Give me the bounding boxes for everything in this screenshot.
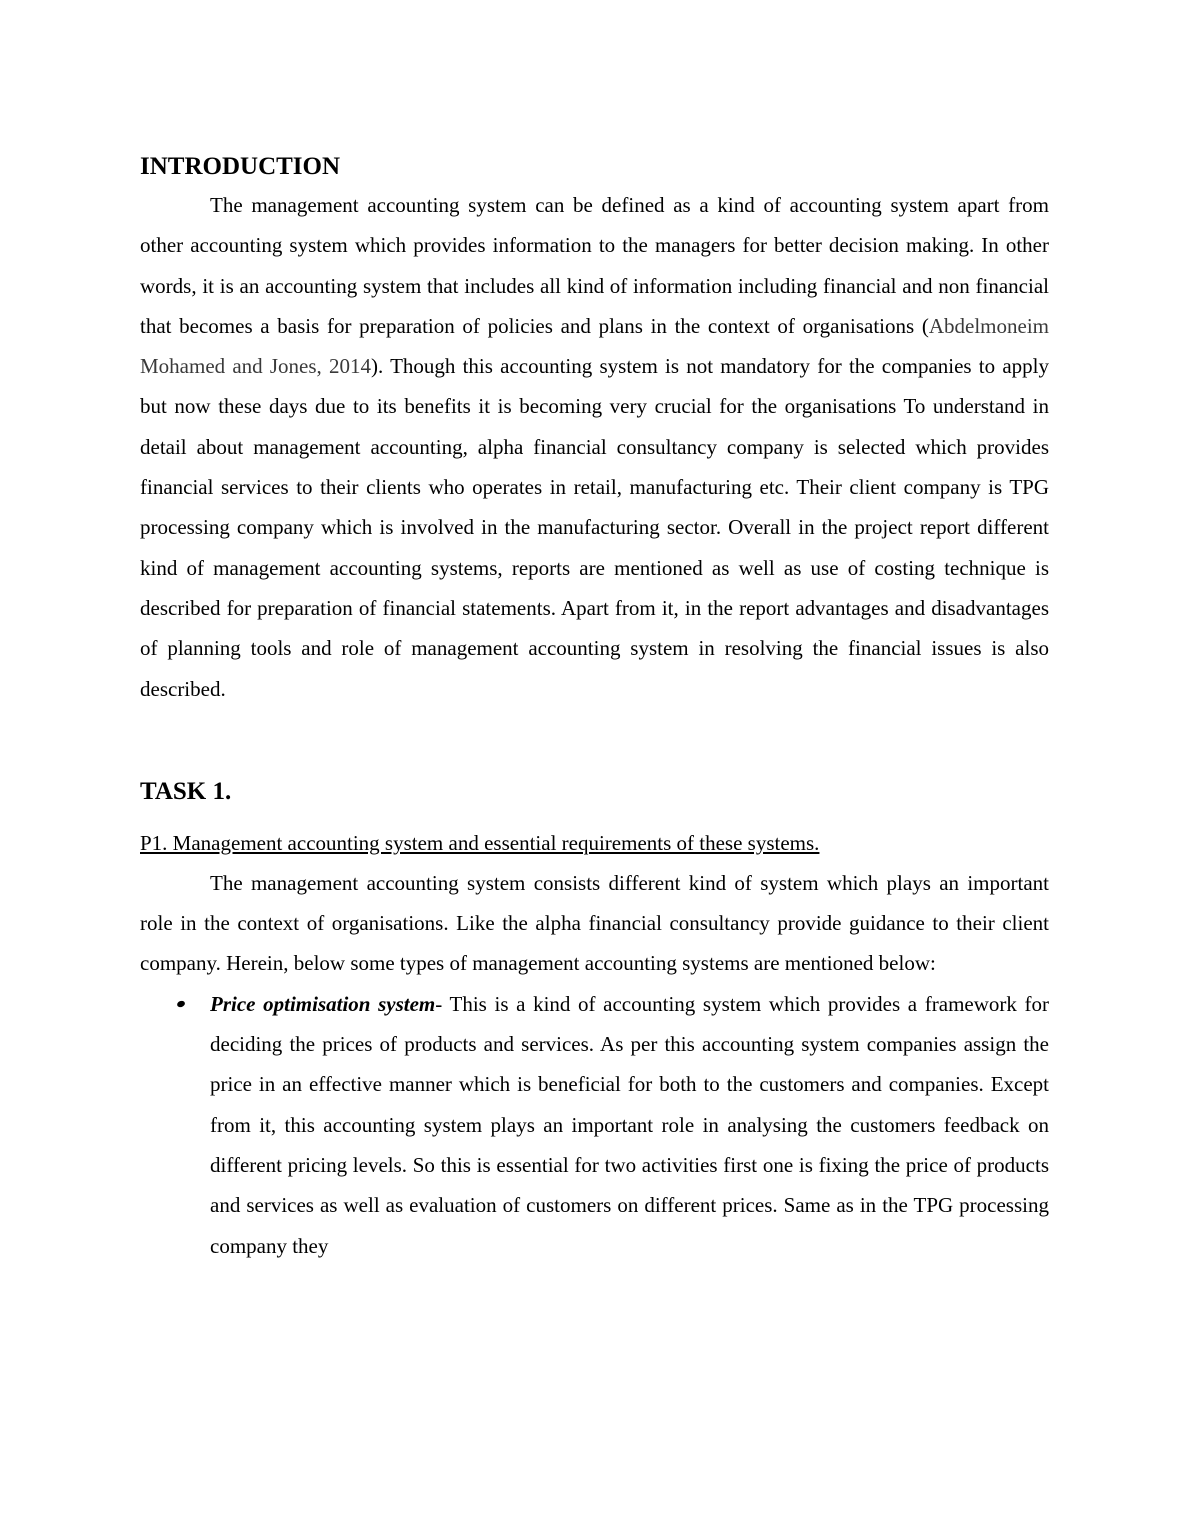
bullet-text: - This is a kind of accounting system which provides a framework for deciding the prices of products and services. As per this accounting system companies assign the price in an effective manner which is beneficial for both to the customers and companies. Except from it, this accounting system plays an important role in analysing the customers feedback on different pricing levels. So this is essential for two activities first one is fixing the price of products and services as well as evaluation of customers on different prices. Same as in the TPG processing company they — [210, 991, 1049, 1258]
intro-text-before-citation: The management accounting system can be defined as a kind of accounting system apart from other accounting system which provides information to the managers for better decision making. In other words, it is an accounting system that includes all kind of information including financial and non financial that becomes a basis for preparation of policies and plans in the context of organisations ( — [140, 193, 1049, 338]
document-page — [140, 150, 1049, 1266]
bullet-paragraph — [210, 984, 1049, 1266]
task1-paragraph: The management accounting system consists different kind of system which plays an important role in the context of organisations. Like the alpha financial consultancy provide guidance to their client company. Herein, below some types of management accounting systems are mentioned below: — [140, 870, 1049, 976]
bullet-term: Price optimisation system — [210, 991, 436, 1016]
bullet-icon — [176, 1000, 186, 1008]
introduction-heading: INTRODUCTION — [140, 153, 341, 180]
intro-text-after-citation: ). Though this accounting system is not mandatory for the companies to apply but now these days due to its benefits it is becoming very crucial for the organisations To understand in detail about management accounting, alpha financial consultancy company is selected which provides financial services to their clients who operates in retail, manufacturing etc. Their client company is TPG processing company which is involved in the manufacturing sector. Overall in the project report different kind of management accounting systems, reports are mentioned as well as use of costing technique is described for preparation of financial statements. Apart from it, in the report advantages and disadvantages of planning tools and role of management accounting system in resolving the financial issues is also described. — [140, 354, 1049, 701]
citation: Abdelmoneim Mohamed and Jones, 2014 — [140, 313, 1049, 379]
systems-bullet-list — [140, 984, 1049, 1266]
task1-heading: TASK 1. — [140, 777, 232, 805]
p1-subheading: P1. Management accounting system and essential requirements of these systems. — [140, 830, 820, 855]
list-item — [140, 984, 1049, 1266]
introduction-paragraph — [140, 185, 1049, 709]
